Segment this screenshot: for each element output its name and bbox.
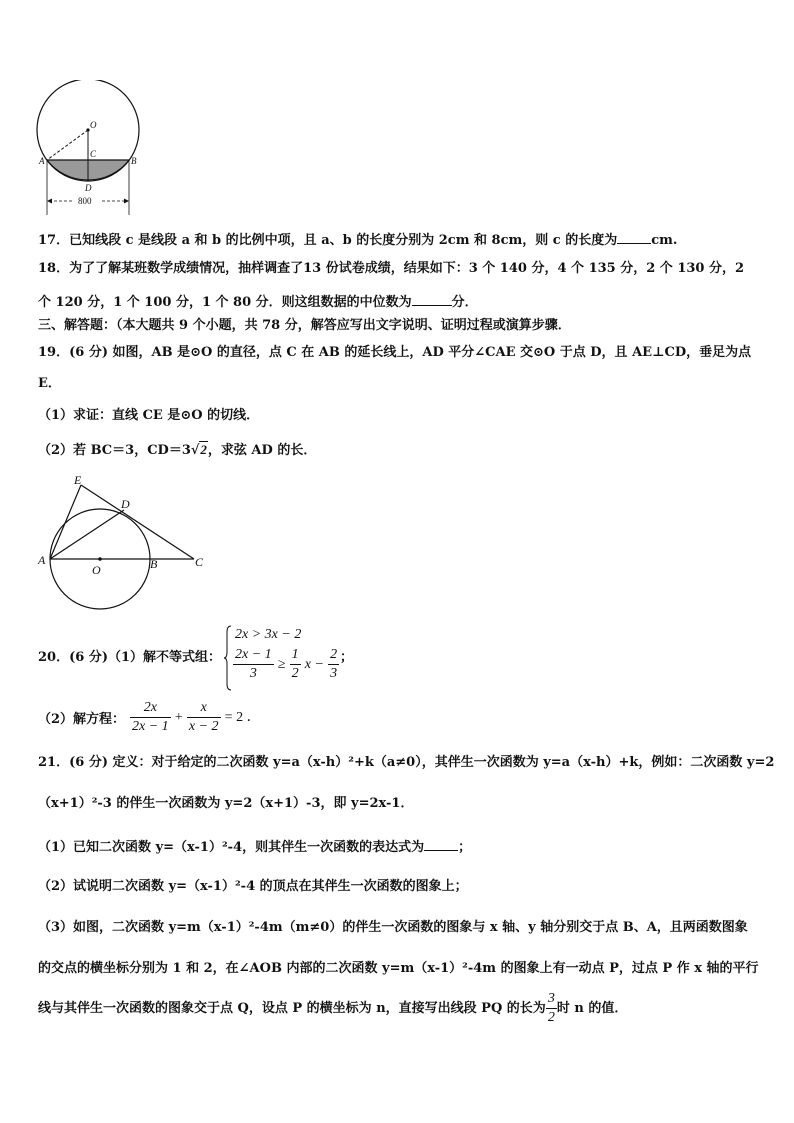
label-d: D [85,183,92,193]
question-19-part2 [38,443,316,457]
dim-arrow-right [124,199,129,204]
q19-part2-text: （2）若 BC＝3，CD＝3 [38,443,191,458]
q21-part1-text: （1）已知二次函数 y=（x-1）²-4，则其伴生一次函数的表达式为 [38,840,425,855]
q21-part3-text: 线与其伴生一次函数的图象交于点 Q，设点 P 的横坐标为 n，直接写出线段 PQ 的长为 [38,1001,546,1016]
question-19-line1: 19．(6 分) 如图，AB 是⊙O 的直径，点 C 在 AB 的延长线上，AD 平分∠CAE 交⊙O 于点 D，且 AE⊥CD，垂足为点 [38,345,752,360]
question-21-part3-line1: （3）如图，二次函数 y=m（x-1）²-4m（m≠0）的伴生一次函数的图象与 x 轴、y 轴分别交于点 B、A，且两函数图象 [38,920,748,935]
figure-tangent [34,470,214,615]
q21-frac: $\frac{3}{2}$ [547,991,555,1025]
inequality-2 [233,648,339,681]
q17-text: 17．已知线段 c 是线段 a 和 b 的比例中项，且 a、b 的长度分别为 2cm 和 8cm，则 c 的长度为 [38,233,618,248]
label-c2: C [195,555,204,569]
q19-part2-end: ，求弦 AD 的长． [207,443,317,458]
label-e: E [74,473,82,487]
q17-unit: cm. [651,233,678,248]
question-19-line2: E． [38,376,61,391]
eq-frac-1: $\frac{2x}{2x - 1}$ [132,700,169,734]
question-19-part1: （1）求证：直线 CE 是⊙O 的切线． [38,408,260,423]
figure-circle-segment [30,80,150,220]
center-o-point [98,557,102,561]
q18-line2-text: 个 120 分，1 个 100 分，1 个 80 分．则这组数据的中位数为 [38,295,412,310]
q21-part3-end: 时 n 的值． [556,1001,628,1016]
line-ec [81,485,194,559]
label-b2: B [150,557,158,571]
question-21-part3-line3 [38,992,627,1025]
section-heading: 三、解答题：（本大题共 9 个小题，共 78 分，解答应写出文字说明、证明过程或演算步骤． [38,318,571,333]
ineq2-op: ≥ [277,657,286,672]
question-20-part1-label: 20．(6 分)（1）解不等式组： [38,650,222,665]
label-b: B [131,156,137,166]
question-18-line1: 18．为了了解某班数学成绩情况，抽样调查了13 份试卷成绩，结果如下：3 个 140 分，4 个 135 分，2 个 130 分，2 [38,261,745,276]
question-21-part3-line2: 的交点的横坐标分别为 1 和 2，在∠AOB 内部的二次函数 y=m（x-1）²-4m 的图象上有一动点 P，过点 P 作 x 轴的平行 [38,961,759,976]
question-21-part1 [38,838,471,854]
question-18-line2 [38,293,478,309]
question-20-part2-label: （2）解方程： [38,712,126,727]
dim-arrow-left [47,199,52,204]
q21-part1-end: ； [458,840,472,855]
inequality-1: 2x > 3x − 2 [235,627,302,642]
ineq2-frac-left: $\frac{2x - 1}{3}$ [235,647,272,681]
system-brace [223,624,233,692]
label-c: C [90,149,97,159]
inequality-system [223,624,343,694]
label-a2: A [38,553,46,567]
label-o: O [90,120,97,130]
question-17 [38,231,677,247]
ineq2-frac-half: $\frac{1}{2}$ [291,647,299,681]
sqrt-radicand: 2 [200,442,207,457]
question-20-part1-end: ； [340,650,354,665]
question-21-line1: 21．(6 分) 定义：对于给定的二次函数 y=a（x-h）²+k（a≠0），其伴生一次函数为 y=a（x-h）+k，例如：二次函数 y=2 [38,755,775,770]
question-21-part2: （2）试说明二次函数 y=（x-1）²-4 的顶点在其伴生一次函数的图象上； [38,879,468,894]
ineq2-mid: x − [304,657,324,672]
eq-plus: + [174,710,183,725]
radius-oa [47,130,88,160]
label-d2: D [121,497,130,511]
label-a: A [39,156,45,166]
label-o2: O [92,563,101,577]
q18-blank [412,293,452,306]
equation [130,701,261,734]
q21-blank [424,838,458,851]
q18-line2-end: 分． [451,295,478,310]
ineq2-frac-right: $\frac{2}{3}$ [330,647,338,681]
eq-frac-2: $\frac{x}{x - 2}$ [188,700,219,734]
q17-blank [617,231,651,244]
line-ae [50,485,81,559]
question-21-line2: （x+1）²-3 的伴生一次函数为 y=2（x+1）-3，即 y=2x-1． [38,796,414,811]
line-ad [50,510,124,559]
eq-rhs: = 2 ． [224,710,261,725]
dimension-label: 800 [78,196,92,206]
sqrt-symbol: √ [190,443,200,458]
